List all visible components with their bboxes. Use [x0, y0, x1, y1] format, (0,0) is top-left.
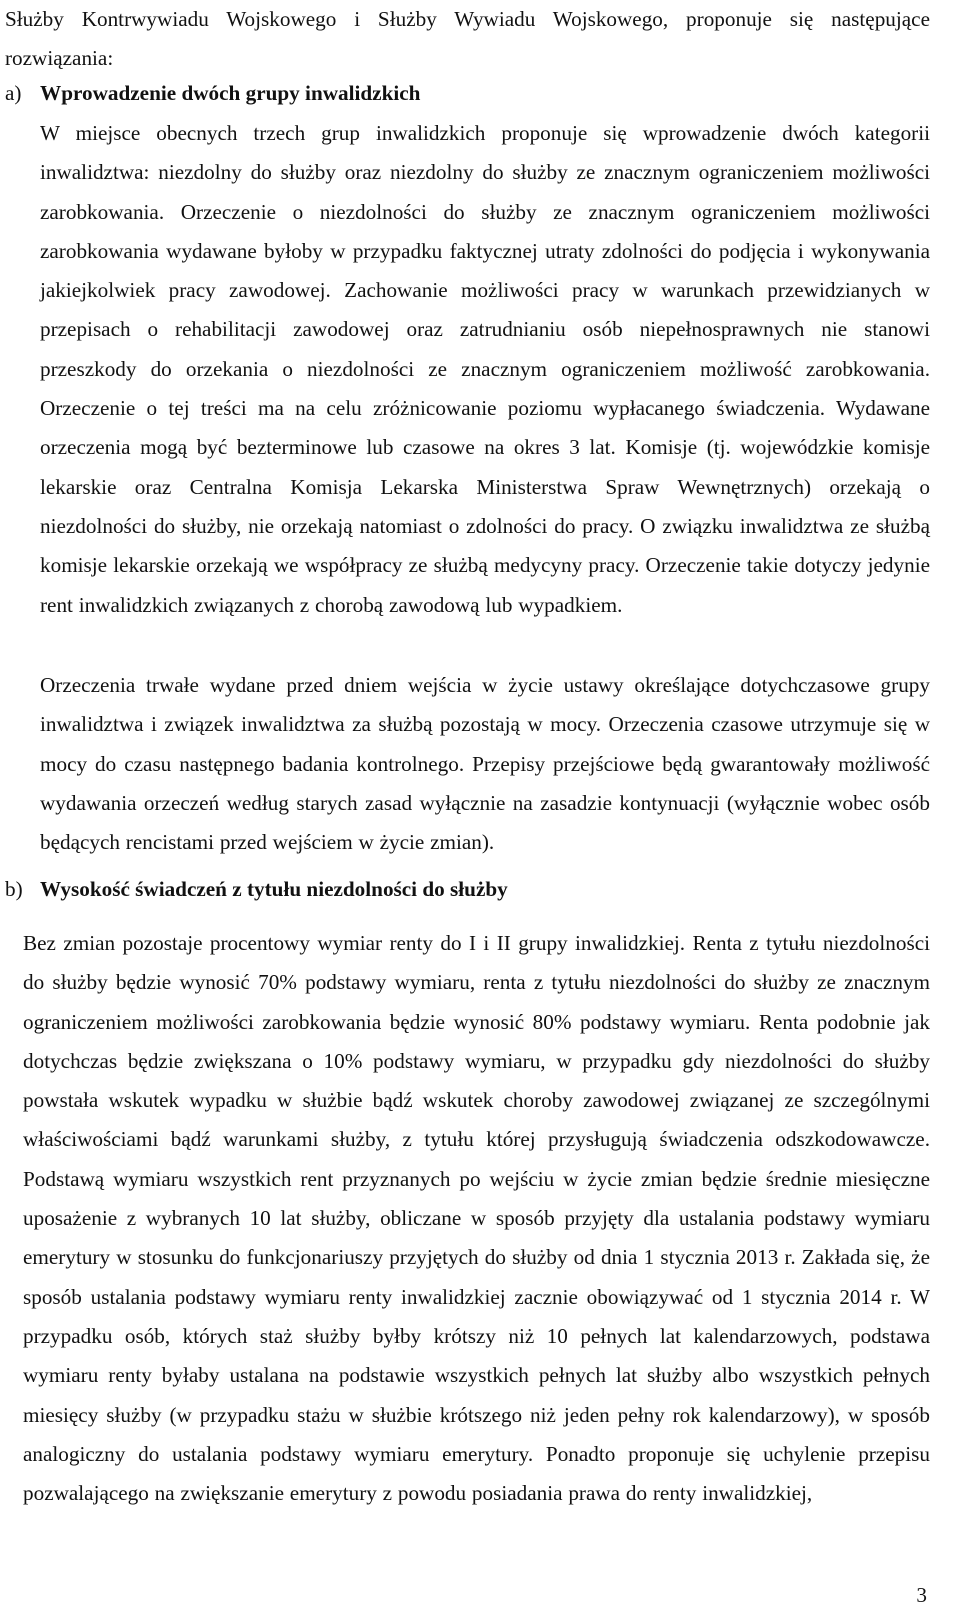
section-a-paragraph-1: W miejsce obecnych trzech grup inwalidzkich proponuje się wprowadzenie dwóch kategorii inwalidztwa: niezdolny do służby oraz niezdolny do służby ze znacznym ograniczeniem możliwości zarobkowania. Orzeczenie o niezdolności do służby ze znacznym ograniczeniem możliwości zarobkowania wydawane byłoby w przypadku faktycznej utraty zdolności do podjęcia i wykonywania jakiejkolwiek pracy zawodowej. Zachowanie możliwości pracy w warunkach przewidzianych w przepisach o rehabilitacji zawodowej oraz zatrudnianiu osób niepełnosprawnych nie stanowi przeszkody do orzekania o niezdolności ze znacznym ograniczeniem możliwość zarobkowania. Orzeczenie o tej treści ma na celu zróżnicowanie poziomu wypłacanego świadczenia. Wydawane orzeczenia mogą być bezterminowe lub czasowe na okres 3 lat. Komisje (tj. wojewódzkie komisje lekarskie oraz Centralna Komisja Lekarska Ministerstwa Spraw Wewnętrznych) orzekają o niezdolności do służby, nie orzekają natomiast o zdolności do pracy. O związku inwalidztwa ze służbą komisje lekarskie orzekają we współpracy ze służbą medycyny pracy. Orzeczenie takie dotyczy jedynie rent inwalidzkich związanych z chorobą zawodową lub wypadkiem. [40, 121, 930, 617]
section-b-heading: Wysokość świadczeń z tytułu niezdolności do służby [40, 877, 508, 901]
section-b-label: b) [5, 877, 23, 901]
section-a-label: a) [5, 81, 22, 105]
section-b-paragraph-1: Bez zmian pozostaje procentowy wymiar renty do I i II grupy inwalidzkiej. Renta z tytułu niezdolności do służby będzie wynosić 70% podstawy wymiaru, renta z tytułu niezdolności do służby ze znacznym ograniczeniem możliwości zarobkowania będzie wynosić 80% podstawy wymiaru. Renta podobnie jak dotychczas będzie zwiększana o 10% podstawy wymiaru, w przypadku gdy niezdolności do służby powstała wskutek wypadku w służbie bądź wskutek choroby zawodowej związanej ze szczególnymi właściwościami bądź warunkami służby, z tytułu której przysługują świadczenia odszkodowawcze. Podstawą wymiaru wszystkich rent przyznanych po wejściu w życie zmian będzie średnie miesięczne uposażenie z wybranych 10 lat służby, obliczane w sposób przyjęty dla ustalania podstawy wymiaru emerytury w stosunku do funkcjonariuszy przyjętych do służby od dnia 1 stycznia 2013 r. Zakłada się, że sposób ustalania podstawy wymiaru renty inwalidzkiej zacznie obowiązywać od 1 stycznia 2014 r. W przypadku osób, których staż służby byłby krótszy niż 10 pełnych lat kalendarzowych, podstawa wymiaru renty byłaby ustalana na podstawie wszystkich pełnych lat służby albo wszystkich pełnych miesięcy służby (w przypadku stażu w służbie krótszego niż jeden pełny rok kalendarzowy), w sposób analogiczny do ustalania podstawy wymiaru emerytury. Ponadto proponuje się uchylenie przepisu pozwalającego na zwiększanie emerytury z powodu posiadania prawa do renty inwalidzkiej, [23, 931, 930, 1506]
section-a-paragraph-2: Orzeczenia trwałe wydane przed dniem wejścia w życie ustawy określające dotychczasowe grupy inwalidztwa i związek inwalidztwa za służbą pozostają w mocy. Orzeczenia czasowe utrzymuje się w mocy do czasu następnego badania kontrolnego. Przepisy przejściowe będą gwarantowały możliwość wydawania orzeczeń według starych zasad wyłącznie na zasadzie kontynuacji (wyłącznie wobec osób będących rencistami przed wejściem w życie zmian). [40, 673, 930, 855]
section-a-heading: Wprowadzenie dwóch grupy inwalidzkich [40, 81, 421, 105]
page-number: 3 [916, 1583, 927, 1607]
intro-paragraph: Służby Kontrwywiadu Wojskowego i Służby Wywiadu Wojskowego, proponuje się następujące rozwiązania: [5, 7, 930, 71]
